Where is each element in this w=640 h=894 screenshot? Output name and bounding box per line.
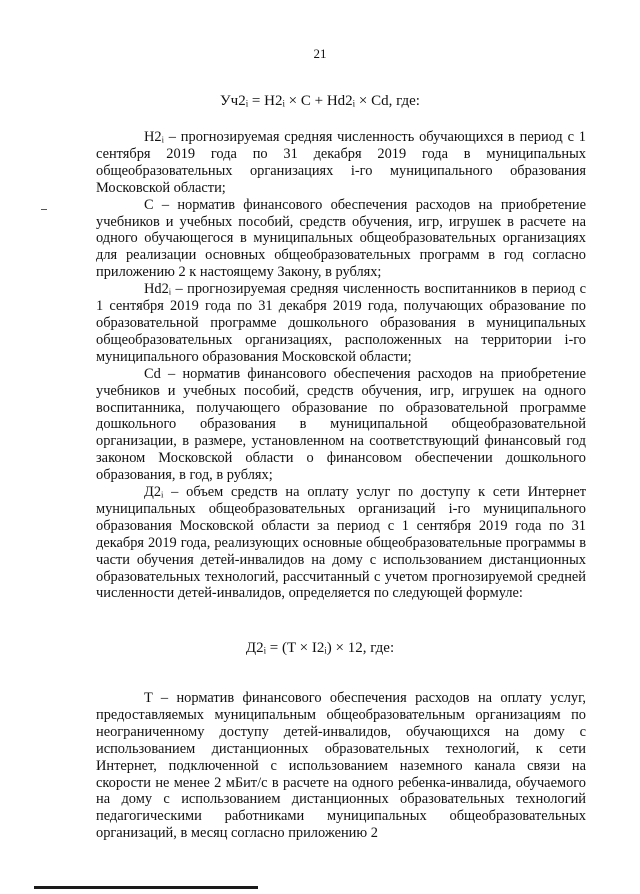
definition-t: T – норматив финансового обеспечения расходов на оплату услуг, предоставляемых муниципальным общеобразовательным организациям по неограниченному доступу детей-инвалидов, обучающихся на дому с использованием дистанционных образовательных технологий, к сети Интернет, подключенной с использованием наземного канала связи на скорости не менее 2 мБит/с в расчете на одного ребенка-инвалида, обучаемого на дому с использованием дистанционных образовательных технологий педагогическими работниками муниципальных общеобразовательных организаций, в месяц согласно приложению 2	[96, 690, 586, 842]
formula-d2: Д2ᵢ = (T × I2ᵢ) × 12, где:	[245, 640, 395, 656]
formula-uch2: Уч2ᵢ = H2ᵢ × C + Hd2ᵢ × Cd, где:	[220, 93, 420, 109]
footer-rule	[34, 886, 258, 889]
definitions-top	[96, 129, 586, 602]
definitions-bottom	[96, 690, 586, 842]
page-number: 21	[313, 46, 327, 61]
definition-h2: H2ᵢ – прогнозируемая средняя численность обучающихся в период с 1 сентября 2019 года по 31 декабря 2019 года в муниципальных общеобразовательных организациях i-го муниципального образования Московской области;	[96, 129, 586, 196]
margin-mark	[41, 209, 47, 210]
definition-c: C – норматив финансового обеспечения расходов на приобретение учебников и учебных пособий, средств обучения, игр, игрушек в расчете на одного обучающегося в муниципальных общеобразовательных организациях для реализации основных общеобразовательных программ в год согласно приложению 2 к настоящему Закону, в рублях;	[96, 196, 586, 281]
definition-hd2: Hd2ᵢ – прогнозируемая средняя численность воспитанников в период с 1 сентября 2019 года по 31 декабря 2019 года, получающих образование по образовательной программе дошкольного образования в муниципальных общеобразовательных организациях, расположенных на территории i-го муниципального образования Московской области;	[96, 281, 586, 365]
definition-d2: Д2ᵢ – объем средств на оплату услуг по доступу к сети Интернет муниципальных общеобразовательных организаций i-го муниципального образования Московской области за период с 1 сентября 2019 года по 31 декабря 2019 года, реализующих основные общеобразовательные программы в части обучения детей-инвалидов на дому с использованием дистанционных образовательных технологий, рассчитанный с учетом прогнозируемой средней численности детей-инвалидов, определяется по следующей формуле:	[96, 484, 586, 602]
definition-cd: Cd – норматив финансового обеспечения расходов на приобретение учебников и учебных пособий, средств обучения, игр, игрушек на одного воспитанника, получающего образование по образовательной программе дошкольного образования в муниципальной общеобразовательной организации, в размере, установленном на соответствующий финансовый год законом Московской области о финансовом обеспечении дошкольного образования, в год, в рублях;	[96, 365, 586, 484]
